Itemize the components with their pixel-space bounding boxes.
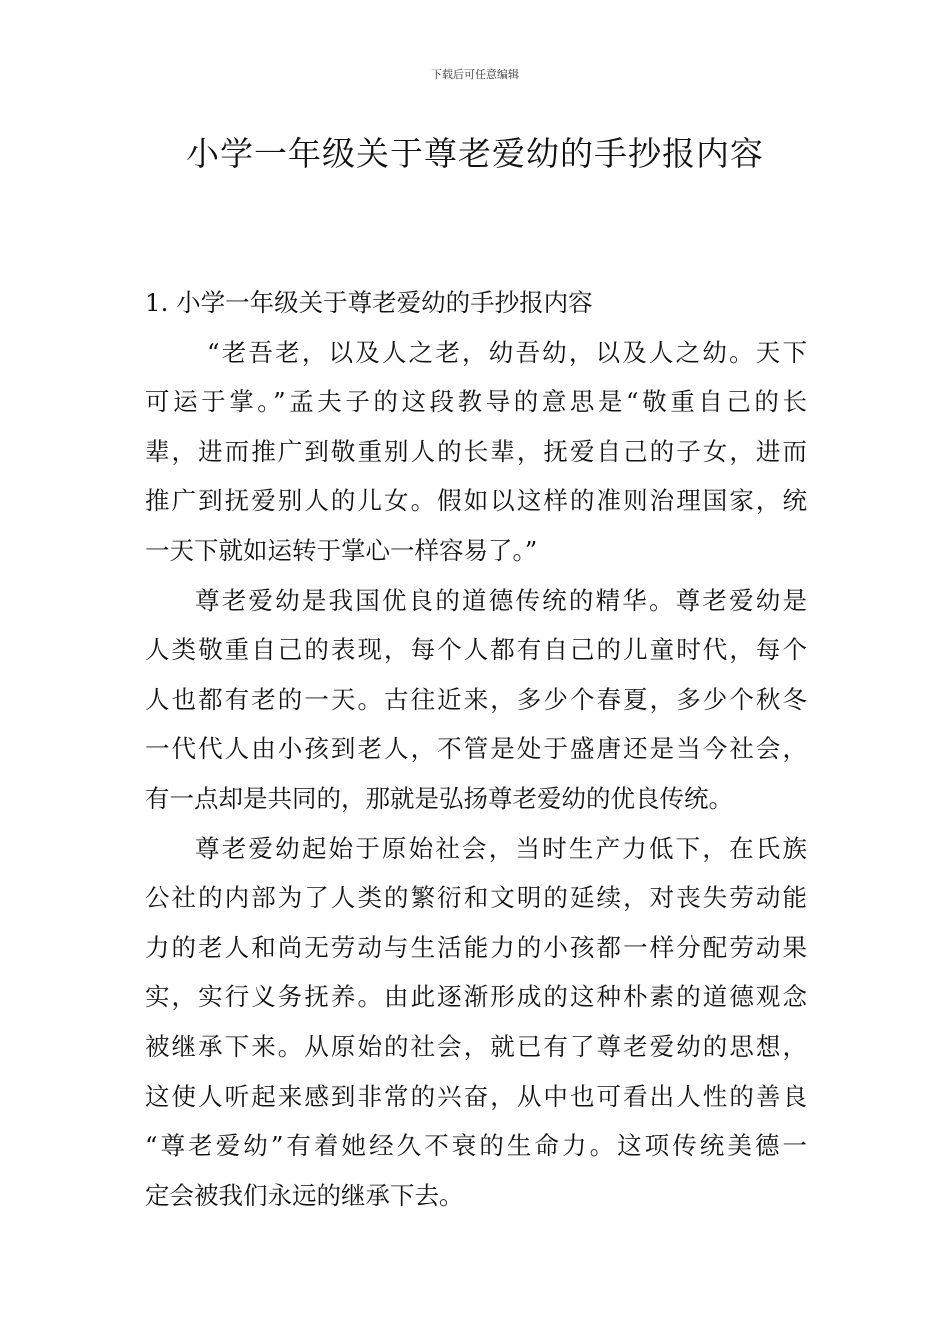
paragraph-line: 被继承下来。从原始的社会，就已有了尊老爱幼的思想， xyxy=(145,1031,807,1061)
paragraph-3 xyxy=(145,824,807,1221)
document-body xyxy=(145,278,807,1220)
paragraph-line: “老吾老，以及人之老，幼吾幼，以及人之幼。天下 xyxy=(207,337,807,367)
paragraph-line: 一天下就如运转于掌心一样容易了。” xyxy=(145,535,538,565)
paragraph-line: 人也都有老的一天。古往近来，多少个春夏，多少个秋冬 xyxy=(145,684,807,714)
paragraph-line: 力的老人和尚无劳动与生活能力的小孩都一样分配劳动果 xyxy=(145,932,807,962)
paragraph-2 xyxy=(145,576,807,824)
paragraph-line: 推广到抚爱别人的儿女。假如以这样的准则治理国家，统 xyxy=(145,486,807,516)
paragraph-line: 有一点却是共同的，那就是弘扬尊老爱幼的优良传统。 xyxy=(145,783,733,813)
paragraph-1 xyxy=(145,328,807,576)
header-note: 下载后可任意编辑 xyxy=(431,68,519,81)
paragraph-line: 实，实行义务抚养。由此逐渐形成的这种朴素的道德观念 xyxy=(145,982,807,1012)
paragraph-line: 辈，进而推广到敬重别人的长辈，抚爱自己的子女，进而 xyxy=(145,436,807,466)
section-heading: 1. 小学一年级关于尊老爱幼的手抄报内容 xyxy=(145,288,593,317)
document-title: 小学一年级关于尊老爱幼的手抄报内容 xyxy=(186,134,764,173)
paragraph-line: 一代代人由小孩到老人，不管是处于盛唐还是当今社会， xyxy=(145,734,807,764)
paragraph-line: 定会被我们永远的继承下去。 xyxy=(145,1180,464,1210)
paragraph-line: 人类敬重自己的表现，每个人都有自己的儿童时代，每个 xyxy=(145,635,807,665)
paragraph-line: 可运于掌。”孟夫子的这段教导的意思是“敬重自己的长 xyxy=(145,387,807,417)
paragraph-line: 尊老爱幼是我国优良的道德传统的精华。尊老爱幼是 xyxy=(195,585,807,615)
paragraph-line: 尊老爱幼起始于原始社会，当时生产力低下，在氏族 xyxy=(195,833,807,863)
paragraph-line: 公社的内部为了人类的繁衍和文明的延续，对丧失劳动能 xyxy=(145,883,807,913)
paragraph-line: 这使人听起来感到非常的兴奋，从中也可看出人性的善良 xyxy=(145,1081,807,1111)
paragraph-line: “尊老爱幼”有着她经久不衰的生命力。这项传统美德一 xyxy=(145,1131,807,1161)
